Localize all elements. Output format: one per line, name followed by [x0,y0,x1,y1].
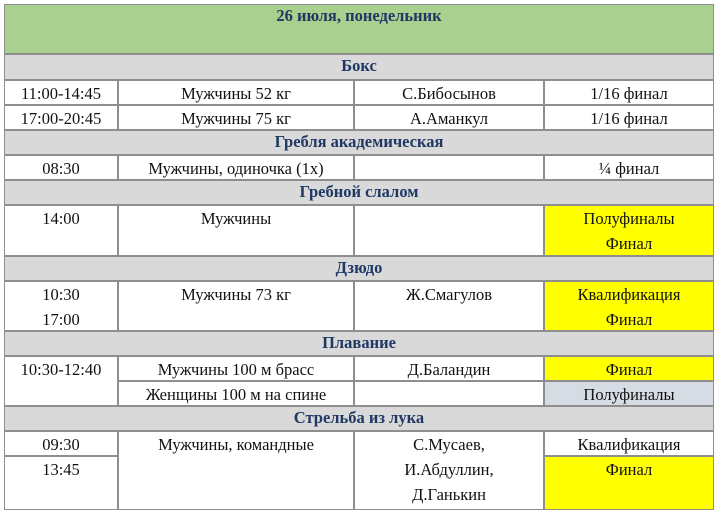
time-cell: 08:30 [4,155,118,180]
event-cell: Мужчины, одиночка (1х) [118,155,354,180]
stage-line: Полуфиналы [583,209,675,228]
stage-line: Финал [605,234,653,253]
sport-header-judo: Дзюдо [4,256,714,281]
stage-cell [544,205,714,256]
stage-cell: 1/16 финал [544,105,714,130]
sport-header-archery: Стрельба из лука [4,406,714,431]
sport-header-swimming: Плавание [4,331,714,356]
time-cell: 10:30-12:40 [4,356,118,406]
time-cell: 17:00-20:45 [4,105,118,130]
athlete-cell [354,205,544,256]
time-line: 17:00 [42,310,80,329]
time-line: 10:30 [42,285,80,304]
athlete-cell: С.Бибосынов [354,80,544,105]
date-header: 26 июля, понедельник [4,4,714,54]
time-cell: 13:45 [4,456,118,510]
schedule-table [4,4,714,510]
stage-cell: Полуфиналы [544,381,714,406]
athlete-cell: Ж.Смагулов [354,281,544,331]
event-cell: Мужчины 100 м брасс [118,356,354,381]
stage-cell: Квалификация [544,431,714,456]
stage-cell [544,281,714,331]
stage-cell: Финал [544,456,714,510]
time-cell [4,281,118,331]
athlete-cell: Д.Баландин [354,356,544,381]
time-cell: 14:00 [4,205,118,256]
stage-cell: 1/16 финал [544,80,714,105]
event-cell: Женщины 100 м на спине [118,381,354,406]
time-cell: 09:30 [4,431,118,456]
athlete-line: С.Мусаев, [413,435,485,454]
athlete-cell [354,155,544,180]
event-cell: Мужчины 75 кг [118,105,354,130]
athlete-cell [354,381,544,406]
athlete-line: Д.Ганькин [412,485,486,504]
time-cell: 11:00-14:45 [4,80,118,105]
sport-header-canoe-slalom: Гребной слалом [4,180,714,205]
stage-line: Квалификация [577,285,681,304]
stage-line: Финал [605,310,653,329]
athlete-cell: А.Аманкул [354,105,544,130]
event-cell: Мужчины [118,205,354,256]
stage-cell: Финал [544,356,714,381]
sport-header-boxing: Бокс [4,54,714,80]
sport-header-rowing: Гребля академическая [4,130,714,155]
event-cell: Мужчины 52 кг [118,80,354,105]
event-cell: Мужчины, командные [118,431,354,510]
event-cell: Мужчины 73 кг [118,281,354,331]
athlete-line: И.Абдуллин, [404,460,494,479]
stage-cell: ¼ финал [544,155,714,180]
athlete-cell [354,431,544,510]
